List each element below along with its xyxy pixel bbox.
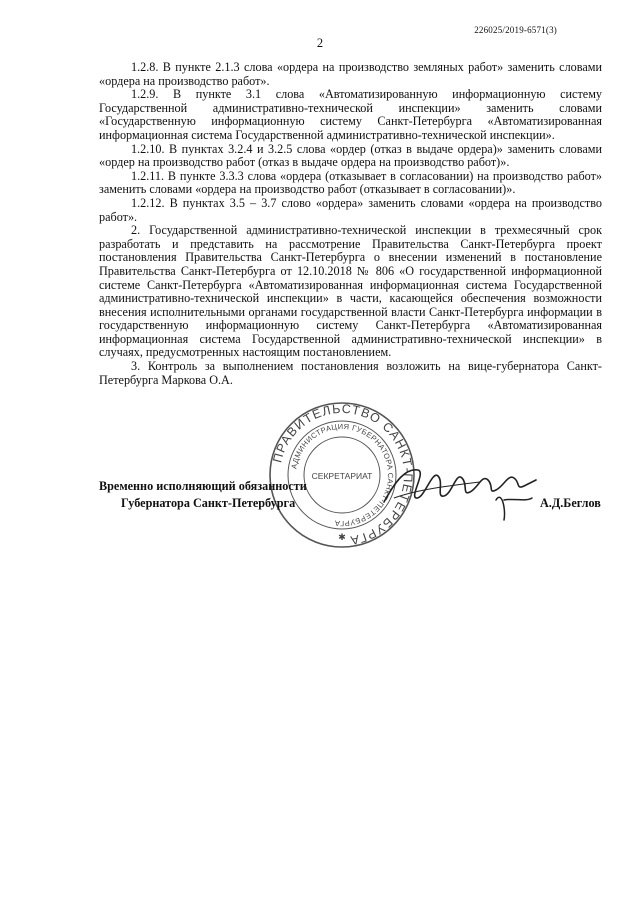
signatory-name: А.Д.Беглов bbox=[540, 496, 601, 510]
paragraph-1-2-10: 1.2.10. В пунктах 3.2.4 и 3.2.5 слова «ордер (отказ в выдаче ордера)» заменить словами «ордер на производство работ (отказ в выдаче ордера на производство работ)». bbox=[99, 141, 602, 170]
paragraph-1-2-12: 1.2.12. В пунктах 3.5 – 3.7 слово «ордера» заменить словами «ордера на производство работ». bbox=[99, 195, 602, 224]
signature-area bbox=[0, 401, 640, 590]
signatory-role-line-1: Временно исполняющий обязанности bbox=[99, 479, 307, 493]
page-number: 2 bbox=[316, 36, 324, 50]
svg-text:✱: ✱ bbox=[338, 532, 346, 542]
paragraph-2: 2. Государственной административно-технической инспекции в трехмесячный срок разработать и представить на рассмотрение Правительства Санкт-Петербурга проект постановления Правительства Санкт-Петербурга о внесении изменений в постановление Правительства Санкт-Петербурга от 12.10.2018 № 806 «О государственной информационной системе Санкт-Петербурга «Автоматизированная информационная система Государственной административно-технической инспекции» в части, касающейся обеспечения возможности внесения исполнительными органами государственной власти Санкт-Петербурга информации в государственную информационную систему Санкт-Петербурга «Автоматизированная информационная система Государственной административно-технической инспекции» в случаях, предусмотренных настоящим постановлением. bbox=[99, 223, 602, 360]
document-number: 226025/2019-6571(3) bbox=[474, 25, 557, 35]
stamp-inner-text: АДМИНИСТРАЦИЯ ГУБЕРНАТОРА САНКТ-ПЕТЕРБУРГА bbox=[289, 421, 396, 529]
document-body bbox=[99, 61, 602, 387]
stamp-outer-text: ПРАВИТЕЛЬСТВО САНКТ-ПЕТЕРБУРГА bbox=[270, 401, 416, 548]
stamp-center-text: СЕКРЕТАРИАТ bbox=[311, 471, 373, 481]
paragraph-1-2-9: 1.2.9. В пункте 3.1 слова «Автоматизированную информационную систему Государственной административно-технической инспекции» заменить словами «Государственную информационную систему Санкт-Петербурга «Автоматизированная информационная система Государственной административно-технической инспекции». bbox=[99, 87, 602, 142]
paragraph-3: 3. Контроль за выполнением постановления возложить на вице-губернатора Санкт-Петербурга Маркова О.А. bbox=[99, 359, 602, 387]
paragraph-1-2-11: 1.2.11. В пункте 3.3.3 слова «ордера (отказывает в согласовании) на производство работ» заменить словами «ордера на производство работ (отказывает в согласовании)». bbox=[99, 168, 602, 197]
handwritten-signature bbox=[376, 440, 546, 530]
paragraph-1-2-8: 1.2.8. В пункте 2.1.3 слова «ордера на производство земляных работ» заменить словами «ордера на производство работ». bbox=[99, 60, 602, 88]
signatory-role bbox=[99, 478, 307, 512]
signatory-role-line-2: Губернатора Санкт-Петербурга bbox=[121, 496, 296, 510]
